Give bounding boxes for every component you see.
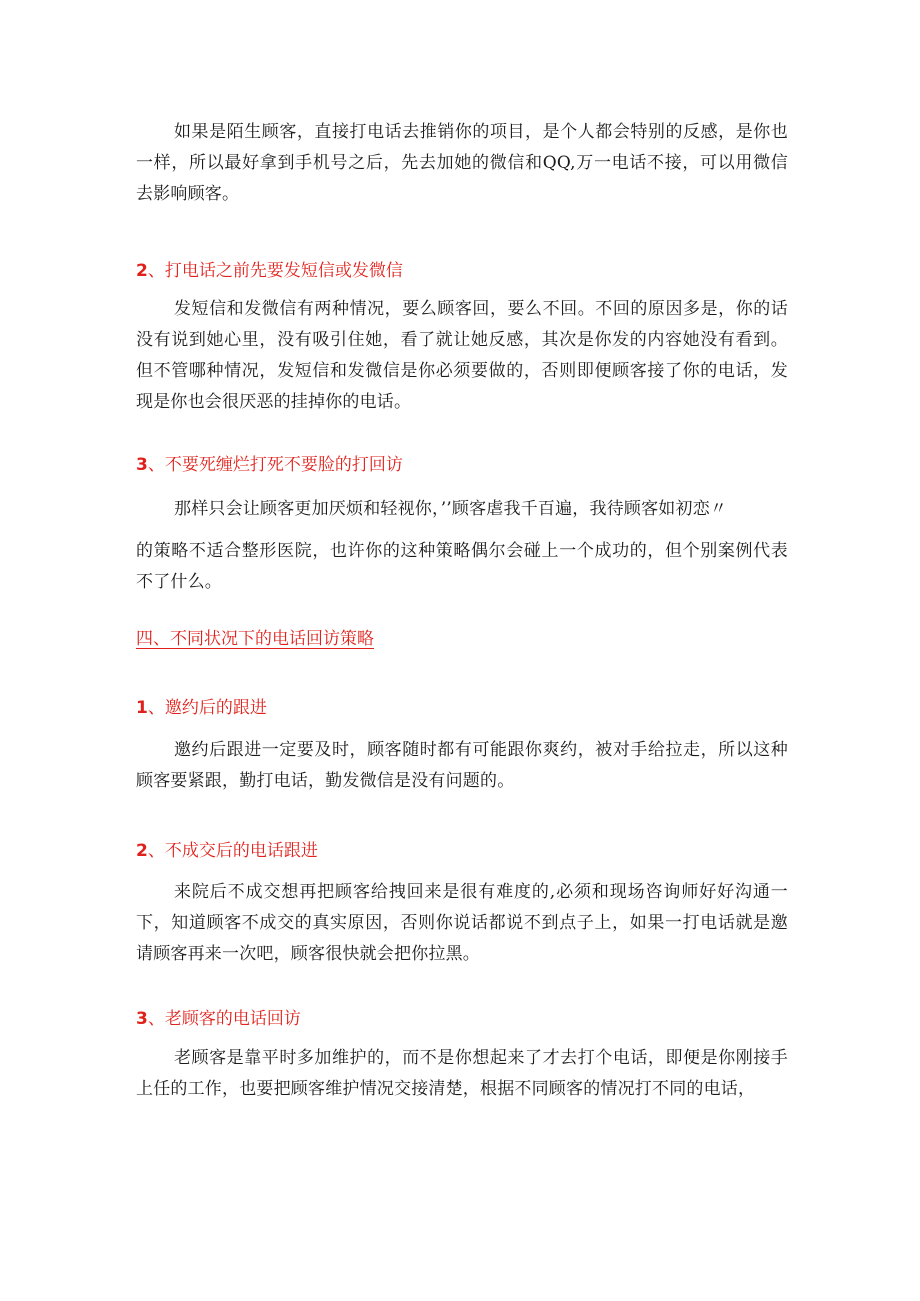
paragraph-follow-up-invite: 邀约后跟进一定要及时，顾客随时都有可能跟你爽约，被对手给拉走，所以这种顾客要紧跟，勤打电话，勤发微信是没有问题的。	[136, 740, 788, 791]
heading-text: 、打电话之前先要发短信或发微信	[147, 261, 403, 281]
heading-follow-up-after-invite	[136, 696, 267, 720]
heading-number: 3	[136, 1009, 148, 1029]
paragraph-old-customers: 老顾客是靠平时多加维护的，而不是你想起来了才去打个电话，即便是你刚接手上任的工作，也要把顾客维护情况交接清楚，根据不同顾客的情况打不同的电话，	[136, 1048, 788, 1099]
paragraph-cold-customers: 如果是陌生顾客，直接打电话去推销你的项目，是个人都会特别的反感，是你也一样，所以最好拿到手机号之后，先去加她的微信和QQ,万一电话不接，可以用微信去影响顾客。	[136, 122, 788, 204]
heading-text: 、不成交后的电话跟进	[147, 841, 318, 861]
heading-no-pestering	[136, 453, 403, 477]
paragraph-sms-wechat: 发短信和发微信有两种情况，要么顾客回，要么不回。不回的原因多是，你的话没有说到她心里，没有吸引住她，看了就让她反感，其次是你发的内容她没有看到。但不管哪种情况，发短信和发微信是你必须要做的，否则即便顾客接了你的电话，发现是你也会很厌恶的挂掉你的电话。	[136, 299, 788, 412]
heading-text: 、老顾客的电话回访	[147, 1009, 301, 1029]
paragraph-pestering-line1: 那样只会让顾客更加厌烦和轻视你，’’顾客虐我千百遍，我待顾客如初恋〃	[174, 499, 728, 519]
heading-old-customers	[136, 1007, 301, 1031]
heading-follow-up-no-deal	[136, 839, 318, 863]
paragraph-pestering-rest: 的策略不适合整形医院，也许你的这种策略偶尔会碰上一个成功的，但个别案例代表不了什么。	[136, 541, 788, 592]
paragraph-follow-up-no-deal: 来院后不成交想再把顾客给拽回来是很有难度的,必须和现场咨询师好好沟通一下，知道顾客不成交的真实原因，否则你说话都说不到点子上，如果一打电话就是邀请顾客再来一次吧，顾客很快就会把你拉黑。	[136, 882, 788, 964]
heading-number: 1	[136, 698, 148, 718]
heading-text: 、邀约后的跟进	[147, 698, 267, 718]
heading-number: 2	[136, 841, 148, 861]
heading-number: 2	[136, 261, 148, 281]
section-heading-strategies: 四、不同状况下的电话回访策略	[136, 629, 374, 649]
heading-send-message-first	[136, 259, 403, 283]
heading-text: 、不要死缠烂打死不要脸的打回访	[147, 455, 403, 475]
heading-number: 3	[136, 455, 148, 475]
